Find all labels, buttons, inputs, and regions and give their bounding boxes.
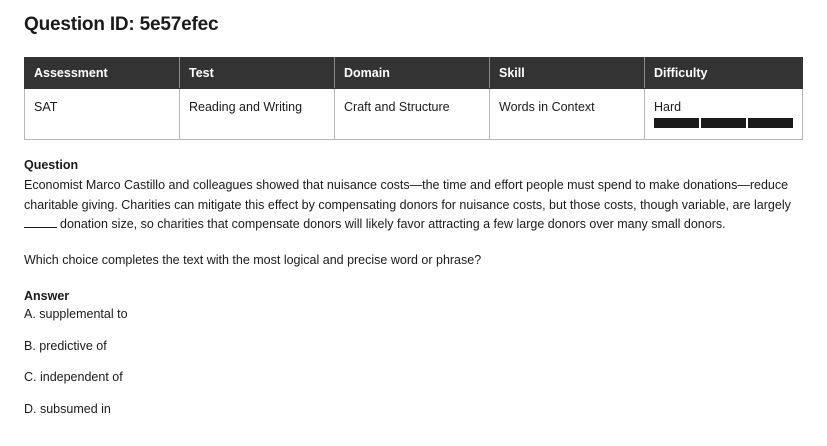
table-row	[25, 89, 803, 140]
page-title: Question ID: 5e57efec	[24, 14, 219, 35]
domain-value: Craft and Structure	[335, 89, 490, 140]
question-heading: Question	[24, 158, 79, 172]
difficulty-meter	[654, 118, 793, 128]
difficulty-bar	[654, 118, 699, 128]
test-value: Reading and Writing	[180, 89, 335, 140]
question-text-after-blank: donation size, so charities that compensate donors will likely favor attracting a few large donors over many small donors.	[60, 217, 726, 231]
difficulty-value: Hard	[654, 100, 682, 114]
difficulty-bar	[701, 118, 746, 128]
choice-d[interactable]: D. subsumed in	[24, 402, 111, 416]
question-text	[24, 176, 794, 235]
choice-c[interactable]: C. independent of	[24, 370, 123, 384]
difficulty-cell	[645, 89, 803, 140]
answer-blank	[24, 216, 57, 228]
question-prompt: Which choice completes the text with the most logical and precise word or phrase?	[24, 253, 482, 267]
choice-a[interactable]: A. supplemental to	[24, 307, 128, 321]
choice-b[interactable]: B. predictive of	[24, 339, 107, 353]
skill-value: Words in Context	[490, 89, 645, 140]
header-test: Test	[180, 58, 335, 89]
assessment-value: SAT	[25, 89, 180, 140]
header-domain: Domain	[335, 58, 490, 89]
header-difficulty: Difficulty	[645, 58, 803, 89]
difficulty-bar	[748, 118, 793, 128]
answer-heading: Answer	[24, 289, 70, 303]
header-skill: Skill	[490, 58, 645, 89]
question-text-before-blank: Economist Marco Castillo and colleagues showed that nuisance costs—the time and effort people must spend to make donations—reduce charitable giving. Charities can mitigate this effect by compensating donors for nuisance costs, but those costs, though variable, are largely	[24, 178, 791, 212]
table-header-row	[25, 58, 803, 89]
question-meta-table	[24, 57, 803, 140]
header-assessment: Assessment	[25, 58, 180, 89]
